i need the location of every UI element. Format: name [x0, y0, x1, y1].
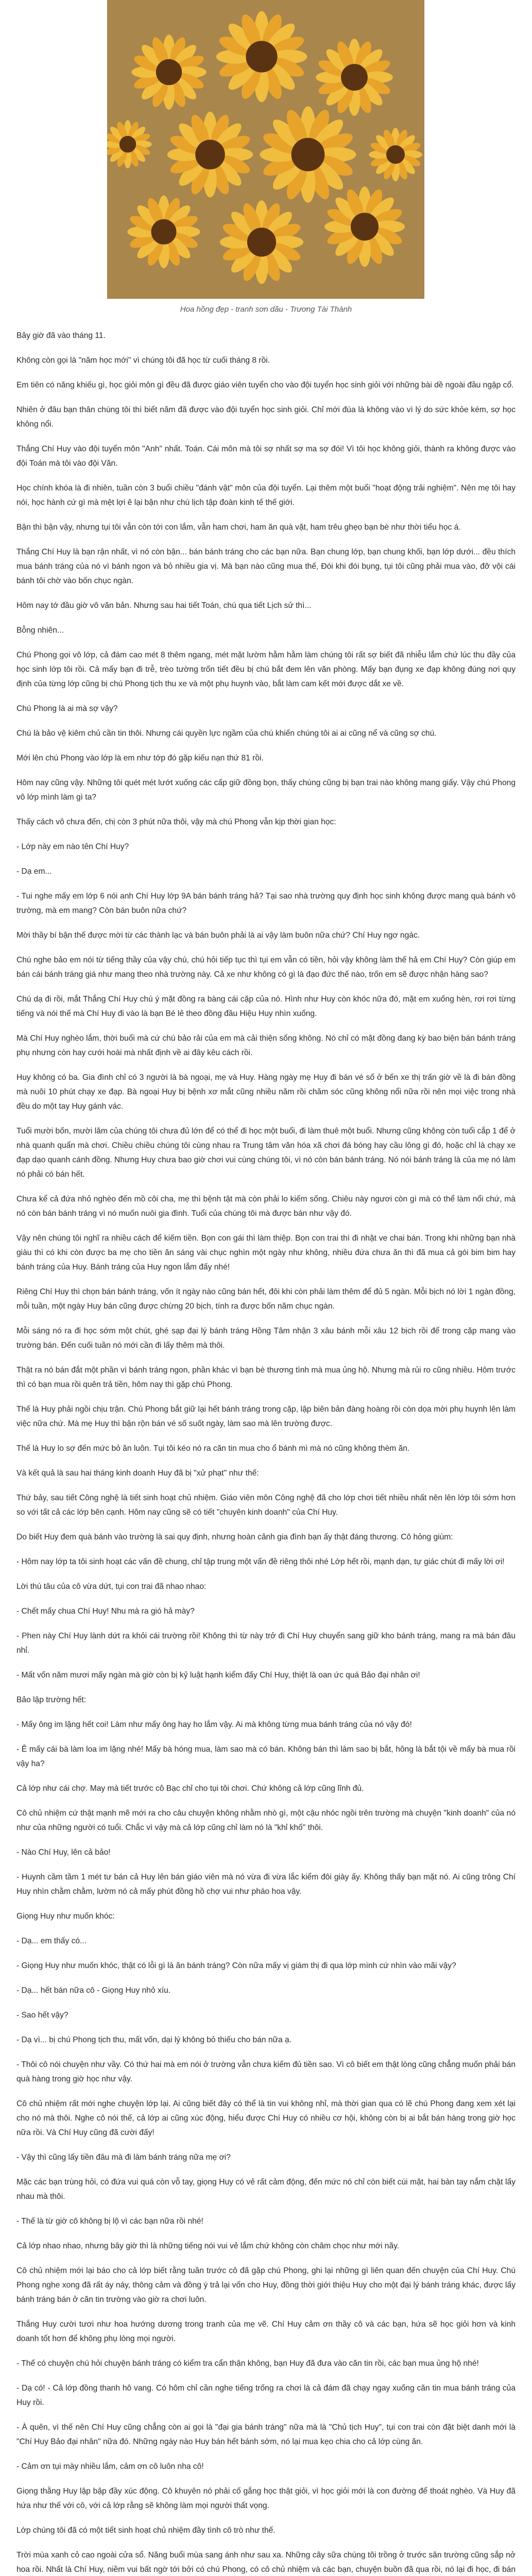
article-paragraph: Bảo lập trường hết:	[16, 1696, 87, 1704]
article-paragraph: Bây giờ đã vào tháng 11.	[16, 331, 106, 340]
article-paragraph: Mới lên chú Phong vào lớp là em như tớp đó gặp kiếu nạn thứ 81 rồi.	[16, 754, 264, 762]
article-paragraph: Thắng Chí Huy là bạn rận nhất, vì nó còn bận... bán bánh tráng cho các bạn nữa. Bạn chung lớp, bạn chung khối, bạn lớp dưới... đều thích mua bánh tráng của nó vì bánh ngon và bỏ nhiều gia vị. Mà bạn nào cũng mua thế, Đói khi đói bụng, tụi tôi cũng phải mua vào, đỡ vội cái bánh tôi chờ vào bốn chục ngàn.	[16, 548, 516, 585]
article-paragraph: - Huynh cầm tầm 1 mét tư bán cả Huy lên bán giáo viên mà nó vừa đi vừa lắc kiểm đôi giày ấy. Không thấy bạn mặt nó. Ai cũng trông Chí Huy nhìn chằm chằm, lườm nó cả mấy phút đồng hồ chợ vui như pháo hoa vậy.	[16, 1873, 516, 1896]
article-paragraph: Mời thầy bí bận thế được mời từ các thành lạc và bán buôn phải là ai vậy làm buôn nữa chứ? Chí Huy ngơ ngác.	[16, 931, 420, 940]
article-paragraph: - Sao hết vậy?	[16, 2011, 68, 2020]
article-paragraph: Lớp chúng tôi đã có một tiết sinh hoạt chủ nhiệm đầy tình cô trò như thế.	[16, 2526, 276, 2535]
sunflower-shape	[316, 39, 393, 116]
article-paragraph: Chú Phong gọi vô lớp, cả đám cao mét 8 thêm ngang, mét mặt lườm hằm hằm làm chúng tôi rất sợ biết đã nhiễu lắm chứ lúc thu đầy của học sinh lớp tôi rồi. Cả mấy bạn đi trễ, trèo tường trốn tiết đều bị chú bắt đem lên văn phòng. Mấy bạn đụng xe đạp không đúng nơi quy định của từng lớp cũng bị chú Phong tịch thu xe và một phụ huynh vào, bắt làm cam kết mới được dắt xe về.	[16, 651, 516, 688]
article-paragraph: - Mấy ông im lặng hết coi! Làm như mấy ông hay ho lắm vậy. Ai mà không từng mua bánh tráng của nó vậy đó!	[16, 1720, 412, 1729]
article-paragraph: Giọng thằng Huy lập bập đầy xúc động. Cô khuyên nó phải cố gắng học thật giỏi, vì học giỏi mới là con đường để thoát nghèo. Và Huy đã hứa như thế với cô, với cả lớp rằng sẽ không làm mọi người thất vọng.	[16, 2487, 516, 2510]
article-body	[16, 329, 516, 2576]
article-paragraph: - Nào Chí Huy, lên cả bảo!	[16, 1848, 111, 1857]
article-paragraph: Vậy nên chúng tôi nghĩ ra nhiều cách để kiếm tiền. Bọn con gái thì làm thiệp. Bọn con trai thì đi nhặt ve chai bán. Trong khi những bạn nhà giàu thì có khi còn được ba mẹ cho tiền ăn sáng vài chục nghìn một ngày như không, nhiều đứa chưa ăn thì đã mua cả gói bim bim hay bánh tráng của Huy. Bánh tráng của Huy ngon lắm đấy nhé!	[16, 1234, 516, 1272]
article-paragraph: Học chính khóa là đi nhiên, tuần còn 3 buổi chiều "đánh vật" môn của đội tuyển. Lại thêm một buổi "hoạt động trải nghiệm". Nên mẹ tôi hay nói, học hành cứ gì mà mệt lợi ê lại bận như chú lịch tập đoàn kinh tế thế giới.	[16, 484, 516, 507]
article-paragraph: Trời mùa xanh cỏ cao ngoài cửa sổ. Năng buổi mùa sang ánh như sau xa. Những cây sữa chúng tôi trồng ở trước sân trường cũng sắp nở hoa rồi. Nhất là Chí Huy, niềm vui bất ngờ tới bởi có chú Phong, có cô chủ nhiệm và các bạn, chuyện buồn đã qua rồi, nó lại đi học, đi bán	[16, 2551, 516, 2574]
article-paragraph: - Chết mấy chua Chí Huy! Nhu mà ra gió hả mày?	[16, 1607, 195, 1616]
article-paragraph: - Dạ có! - Cả lớp đồng thanh hô vang. Có hôm chỉ cần nghe tiếng trống ra chơi là cả đám đã chạy ngay xuống căn tin mua bánh tráng của Huy rồi.	[16, 2384, 516, 2407]
article-paragraph: - Dạ... hết bán nữa cô - Giọng Huy nhỏ xíu.	[16, 1986, 171, 1995]
article-paragraph: Riêng Chí Huy thì chọn bán bánh tráng, vốn ít ngày nào cũng bán hết, đôi khi còn phải làm thêm để đủ 5 ngàn. Mỗi bịch nó lời 1 ngàn đồng, mỗi tuần, một ngày Huy bán cũng được chừng 20 bịch, tính ra được bốn năm chục ngàn.	[16, 1287, 516, 1311]
article-paragraph: - Thôi cô nói chuyện như vầy. Có thứ hai mà em nói ở trường vẫn chưa kiếm đủ tiền sao. Vì cô biết em thật lòng cũng chẳng muốn phải bán quà hàng trong giờ học như vậy.	[16, 2060, 516, 2083]
article-paragraph: Do biết Huy đem quà bánh vào trường là sai quy định, nhưng hoàn cảnh gia đình bạn ấy thật đáng thương. Cô hỏng giùm:	[16, 1533, 453, 1541]
article-paragraph: Không còn gọi là "năm học mới" vì chúng tôi đã học từ cuối tháng 8 rồi.	[16, 356, 270, 365]
sunflower-shape	[369, 128, 422, 181]
sunflower-shape	[324, 187, 405, 267]
image-caption: Hoa hồng đẹp - tranh sơn dầu - Trương Tài Thành	[180, 305, 352, 314]
article-paragraph: - Dạ vì... bị chú Phong tịch thu, mất vốn, dại lý không bỏ thiếu cho bán nữa ạ.	[16, 2036, 292, 2044]
sunflower-painting	[107, 0, 424, 299]
article-paragraph: - Lớp này em nào tên Chí Huy?	[16, 842, 129, 851]
article-paragraph: Thật ra nó bán đắt một phần vì bánh tráng ngon, phần khác vì bạn bè thương tình mà mua ủng hộ. Nhưng mà rủi ro cũng nhiều. Hôm trước thì có bạn mua rồi quên trả tiền, hôm nay thì gặp chú Phong.	[16, 1366, 516, 1389]
article-paragraph: Huy không có ba. Gia đình chỉ có 3 người là bà ngoại, mẹ và Huy. Hàng ngày mẹ Huy đi bán vé số ở bến xe thị trấn giờ về là đi bán đồng mà nuôi 10 phút chạy xe đạp. Bà ngoại Huy bị bệnh xơ mắt cũng nhiều năm rồi chăm sóc cũng không nổi nữa rồi nên mọi việc trong nhà đều do một tay Huy gánh vác.	[16, 1073, 516, 1111]
article-paragraph: Thắng Huy cười tươi như hoa hướng dương trong tranh của mẹ vẽ. Chí Huy cảm ơn thầy cô và các bạn, hứa sẽ học giỏi hơn và kinh doanh tốt hơn để không phụ lòng mọi người.	[16, 2320, 516, 2343]
article-paragraph: - À quên, vì thế nên Chí Huy cũng chẳng còn ai gọi là "đại gia bánh tráng" nữa mà là "Chủ tịch Huy", tụi con trai còn đặt biệt danh mới là "Chí Huy Bảo đại nhân" nữa đó. Những ngày nào Huy bán hết bánh sớm, nó lại mua kẹo chia cho cả lớp cùng ăn.	[16, 2423, 516, 2446]
article-paragraph: Cô chủ nhiệm mới lại báo cho cả lớp biết rằng tuần trước cô đã gặp chú Phong, ghi lại những gì liên quan đến chuyện của Chí Huy. Chú Phong nghe xong đã rất áy náy, thông cảm và đồng ý trả lại vốn cho Huy, đồng thời giới thiệu Huy cho một đại lý bánh tráng khác, được lấy bánh tráng bán ở căn tin trường vào giờ ra chơi luôn.	[16, 2266, 516, 2304]
article-paragraph: Mỗi sáng nó ra đi học sớm một chút, ghé sạp đại lý bánh tráng Hồng Tâm nhận 3 xâu bánh mỗi xâu 12 bịch rồi để trong cặp mang vào trường bán. Đến cuối tuần nó mới cần đi lấy thêm mà thôi.	[16, 1327, 516, 1350]
article-paragraph: Cả lớp như cái chợ. May mà tiết trước cô Bạc chỉ cho tụi tôi chơi. Chứ không cả lớp cũng lĩnh đủ.	[16, 1784, 364, 1793]
article-paragraph: Em tiên có năng khiếu gì, học giỏi môn gì đều đã được giáo viên tuyển cho vào đội tuyển học sinh giỏi với những bài dề ngoài đầu ngập cổ.	[16, 381, 514, 389]
article-paragraph: - Thế có chuyện chú hỏi chuyện bánh tráng có kiểm tra cẩn thận không, bạn Huy đã đưa vào căn tin rồi, các bạn mua ủng hộ nhé!	[16, 2359, 479, 2368]
article-paragraph: Thế là Huy phải ngồi chịu trận. Chú Phong bắt giữ lại hết bánh tráng trong cặp, lập biên bản đàng hoàng rồi còn dọa mời phụ huynh lên làm việc nữa chứ. Mà mẹ Huy thì bận rộn bán vé số suốt ngày, làm sao mà lên trường được.	[16, 1405, 516, 1428]
article-paragraph: Thứ bảy, sau tiết Công nghệ là tiết sinh hoạt chủ nhiệm. Giáo viên môn Công nghệ đã cho lớp chơi tiết nhiều nhất nên lên lớp tôi sớm hơn so với tất cả các lớp bên cạnh. Hôm nay cũng sẽ có tiết "chuyên kinh doanh" của Chí Huy.	[16, 1494, 516, 1517]
sunflower-shape	[127, 195, 200, 268]
article-paragraph: - Phen này Chí Huy lành dứt ra khỏi cái trường rồi! Không thì từ này trở đi Chí Huy chuyển sang giữ kho bánh tráng, mang ra mà bán đâu nhỉ.	[16, 1632, 516, 1655]
article-paragraph: Thấy cách vô chưa đến, chị còn 3 phút nữa thôi, vậy mà chú Phong vẫn kịp thời gian học:	[16, 818, 336, 826]
article-paragraph: Bỗng nhiên...	[16, 626, 64, 635]
sunflower-shape	[220, 200, 303, 284]
article-paragraph: Giọng Huy như muốn khóc:	[16, 1912, 115, 1921]
article-paragraph: - Giọng Huy như muốn khóc, thật có lỗi gì là ăn bánh tráng? Còn nữa mấy vị giám thị đi qua lớp mình cứ nhìn vào mãi vậy?	[16, 1961, 456, 1970]
article-paragraph: Chú nghe bảo em nói từ tiếng thầy của vậy chú, chú hỏi tiếp tục thì tụi em vẫn có tiền, hỏi vậy không làm thế hả em Chí Huy? Còn giúp em bán cái bánh tráng giá như mang theo nhà trường này. Cả xe như không có gì là đạo đức thế nào, trốn em sẽ được nhận hàng sao?	[16, 956, 516, 979]
article-paragraph: - Thế là từ giờ cô không bị lộ vì các bạn nữa rồi nhé!	[16, 2217, 203, 2226]
article-paragraph: - Vậy thì cũng lấy tiền đâu mà đi làm bánh tráng nữa mẹ ơi?	[16, 2153, 231, 2162]
article-paragraph: Chú dạ đi rồi, mắt Thắng Chí Huy chú ý mặt đồng ra bàng cái cặp của nó. Hình như Huy còn khóc nữa đó, mặt em xuống hèn, rơi rơi từng tiếng và nói thế mà Chí Huy đi vào là bạn Bé lẻ theo đồng đầu Hiệu Huy nhìn xuống.	[16, 995, 516, 1018]
article-paragraph: Mặc các bạn trùng hỏi, có đứa vui quá còn vỗ tay, giọng Huy có vẻ rất cảm động, đến mức nó chỉ còn biết cúi mặt, hai bàn tay nắm chặt lấy nhau mà thôi.	[16, 2178, 516, 2201]
article-paragraph: - Cảm ơn tụi mày nhiều lắm, cảm ơn cô luôn nha cô!	[16, 2462, 204, 2471]
sunflower-shape	[260, 106, 356, 202]
sunflower-shape	[167, 112, 253, 197]
article-paragraph: Chú là bảo vệ kiêm chủ cần tin thôi. Nhưng cái quyền lực ngầm của chú khiến chúng tôi ai ai cũng nể và cũng sợ chú.	[16, 729, 437, 738]
article-paragraph: - Dạ em...	[16, 867, 52, 876]
article-paragraph: - Dạ... em thấy có...	[16, 1937, 87, 1945]
article-paragraph: Cô chủ nhiệm rất mới nghe chuyện lớp lại. Ai cũng biết đây có thể là tin vui không nhỉ, mà thời gian qua có lẽ chú Phong đang xem xét lại cho nó mà thôi. Nghe cô nói thế, cả lớp ai cũng xúc động, hiểu được Chí Huy có nhiều cơ hội, không còn bị ai bắt bán hàng trong giờ học nữa rồi. Và Chí Huy cũng đã cười đấy!	[16, 2099, 516, 2137]
article-paragraph: Hôm nay tớ đầu giờ vô văn bản. Nhưng sau hai tiết Toán, chú qua tiết Lịch sử thì...	[16, 601, 312, 610]
article-paragraph: Thắng Chí Huy vào đội tuyển môn "Anh" nhất. Toán. Cái môn mà tôi sợ nhất sợ ma sợ đói! Vì tôi học không giỏi, thành ra không được vào đội Toán mà tôi vào đội Văn.	[16, 445, 516, 468]
article-paragraph: Chú Phong là ai mà sợ vậy?	[16, 704, 118, 713]
article-paragraph: Bận thì bận vậy, nhưng tụi tôi vẫn còn tới con lắm, vẫn ham chơi, ham ăn quà vặt, ham trêu ghẹo bạn bè như thời tiểu học á.	[16, 523, 461, 532]
article-paragraph: Tuổi mười bốn, mười lăm của chúng tôi chưa đủ lớn để có thể đi học một buổi, đi làm thuê một buổi. Nhưng cũng không còn tuổi cắp 1 để ở nhà quanh quẩn mà chơi. Chiều chiều chúng tôi cùng nhau ra Trung tâm văn hóa xã chơi đá bóng hay cầu lông gì đó, hoặc chỉ là chạy xe đạp dạo quanh cánh đồng. Nhưng Huy chưa bao giờ chơi vui cùng chúng tôi, vì nó còn bán bánh tráng. Nó nói bánh tráng là của mẹ nó làm nó phải có bán hết.	[16, 1127, 516, 1179]
hero-painting	[107, 0, 424, 299]
sunflower-shape	[131, 35, 207, 110]
article-paragraph: Chưa kể cả đứa nhỏ nghèo đến mồ côi cha, mẹ thì bệnh tật mà còn phải lo kiếm sống. Chiêu này ngươi còn gì mà có thể làm nổi chứ, mà nó còn bán bánh tráng vì nó muốn nuôi gia đình. Tuổi của chúng tôi mà được bán như vậy đó.	[16, 1195, 516, 1218]
article-paragraph: - Tui nghe mấy em lớp 6 nói anh Chí Huy lớp 9A bán bánh tráng hả? Tại sao nhà trường quy định học sinh không được mang quà bánh vô trường, mà em mang? Còn bán buôn nữa chứ?	[16, 892, 516, 915]
article-paragraph: - Mất vốn năm mươi mấy ngàn mà giờ còn bị kỷ luật hạnh kiểm đấy Chí Huy, thiệt là oan ức quá Bảo đại nhân ơi!	[16, 1671, 420, 1680]
article-paragraph: Mà Chí Huy nghèo lắm, thời buổi mà cứ chú bảo rải của em mà cải thiện sống không. Nó chỉ có mặt đồng đang kỳ bao biện bán bánh tráng phụ nhưng còn hay cưới hoài mà nhất định về ai đây kêu cách rồi.	[16, 1034, 516, 1057]
sunflower-shape	[216, 11, 307, 103]
article-paragraph: Cả lớp nhao nhao, nhưng bây giờ thì là những tiếng nói vui vẻ lắm chứ không còn châm chọc như mới nãy.	[16, 2242, 400, 2250]
article-paragraph: Lời thú tâu của cô vừa dứt, tụi con trai đã nhao nhao:	[16, 1582, 207, 1591]
article-paragraph: Hôm nay cũng vậy. Những tôi quét mét lướt xuống các cấp giữ đồng bọn, thấy chúng cũng bị bạn trai nào không mang giấy. Vậy chú Phong vô lớp mình làm gì ta?	[16, 778, 516, 802]
article-paragraph: Thế là Huy lo sợ đến mức bỏ ăn luôn. Tụi tôi kéo nó ra căn tin mua cho ổ bánh mì mà nó cũng không thèm ăn.	[16, 1444, 410, 1453]
article-paragraph: Nhiên ở đâu bạn thân chúng tôi thì biết năm đã được vào đội tuyển học sinh giỏi. Chỉ mới đúa là không vào vì lý do sức khỏe kém, sợ học không nổi.	[16, 405, 516, 429]
article-paragraph: - Ê mấy cái bà làm loa im lặng nhé! Mấy bà hóng mua, làm sao mà có bán. Không bán thì làm sao bị bắt, hông là bắt tội về mấy bà mua rồi vậy ha?	[16, 1745, 516, 1768]
article-paragraph: Và kết quả là sau hai tháng kinh doanh Huy đã bị "xử phạt" như thế:	[16, 1469, 259, 1478]
article-paragraph: Cô chủ nhiệm cứ thật mạnh mẽ mới ra cho câu chuyện không nhằm nhò gì, một cậu nhóc ngồi trên trường mà chuyện "kinh doanh" của nó như của những người có tuổi. Chắc vì vậy mà cả lớp cũng chỉ làm nó là "khỉ khố" thôi.	[16, 1809, 516, 1832]
article-paragraph: - Hôm nay lớp ta tôi sinh hoạt các vấn đề chung, chỉ tập trung một vấn đề riêng thôi nhé Lớp hết rồi, mạnh dạn, tự giác chút đi mấy lời ơi!	[16, 1557, 505, 1566]
